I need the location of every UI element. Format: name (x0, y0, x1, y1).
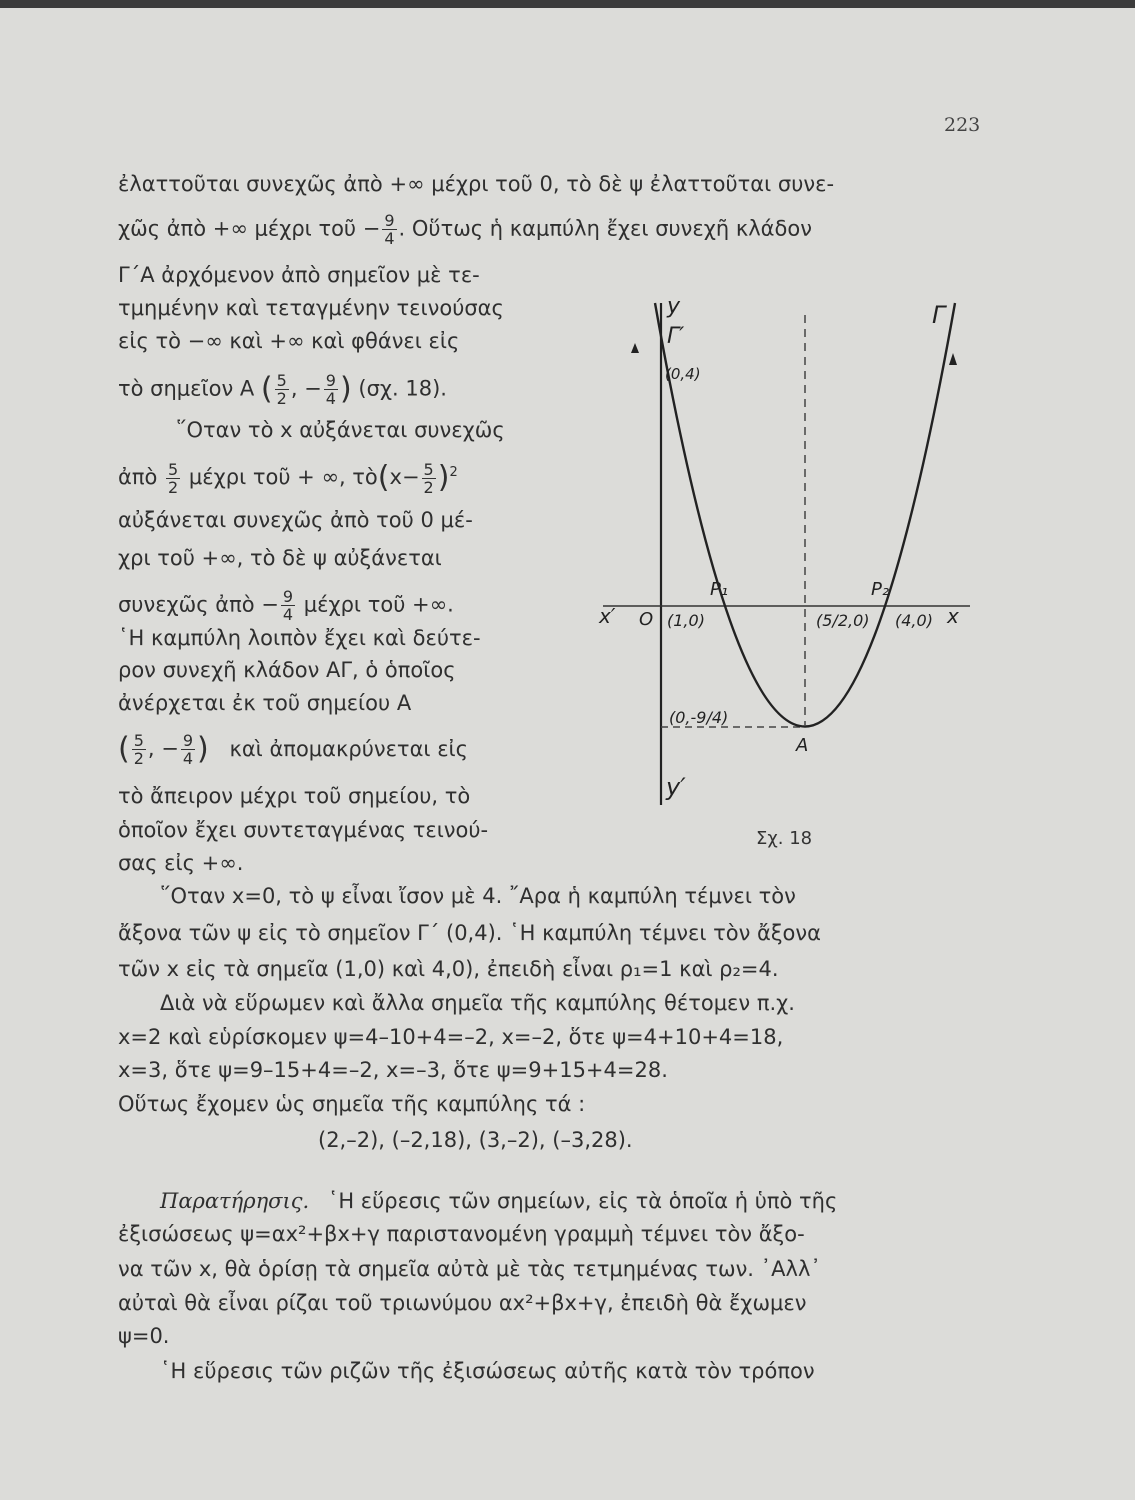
label-p2: P₂ (871, 579, 890, 600)
text-line-1: ἐλαττοῦται συνεχῶς ἀπὸ +∞ μέχρι τοῦ 0, τὸ δὲ ψ ἐλαττοῦται συνε- (118, 172, 835, 196)
text-line-9: αὐξάνεται συνεχῶς ἀπὸ τοῦ 0 μέ- (118, 508, 473, 532)
arrow-up-icon (949, 353, 957, 365)
text-line-25: Οὕτως ἔχομεν ὡς σημεῖα τῆς καμπύλης τά : (118, 1092, 586, 1116)
text-line-16: τὸ ἄπειρον μέχρι τοῦ σημείου, τὸ (118, 784, 471, 808)
text-line-18: σας εἰς +∞. (118, 851, 244, 875)
text-line-2: χῶς ἀπὸ +∞ μέχρι τοῦ − $\frac{9}{4}$ . Οὕτως ἡ καμπύλη ἔχει συνεχῆ κλάδον (118, 211, 812, 248)
label-point-vertex: (0,-9/4) (669, 708, 729, 727)
page-number: 223 (944, 114, 981, 136)
text-line-27: Παρατήρησις. ῾Η εὕρεσις τῶν σημείων, εἰς τὰ ὁποῖα ἡ ὑπὸ τῆς (160, 1189, 838, 1213)
label-point-0-4: (0,4) (665, 365, 701, 383)
label-origin: O (639, 609, 654, 630)
text-line-17: ὁποῖον ἔχει συντεταγμένας τεινού- (118, 818, 489, 842)
label-vertex-a: A (796, 735, 809, 756)
arrow-up-icon (631, 343, 639, 353)
text-line-22: Διὰ νὰ εὕρωμεν καὶ ἄλλα σημεῖα τῆς καμπύλης θέτομεν π.χ. (160, 991, 795, 1015)
text-line-6: τὸ σημεῖον Α ( $\frac{5}{2}$ , − $\frac{9}{4}$ ) (σχ. 18). (118, 371, 447, 408)
label-y-prime: y′ (666, 773, 686, 801)
text-line-30: αὐταὶ θὰ εἶναι ρίζαι τοῦ τριωνύμου αx²+βx+γ, ἐπειδὴ θὰ ἔχωμεν (118, 1291, 807, 1315)
text-line-32: ῾Η εὕρεσις τῶν ριζῶν τῆς ἐξισώσεως αὐτῆς κατὰ τὸν τρόπον (160, 1359, 815, 1383)
figure-caption: Σχ. 18 (756, 828, 813, 849)
text-line-11: συνεχῶς ἀπὸ − $\frac{9}{4}$ μέχρι τοῦ +∞. (118, 587, 454, 624)
text-line-10: χρι τοῦ +∞, τὸ δὲ ψ αὐξάνεται (118, 546, 442, 570)
label-y: y (667, 295, 681, 319)
text-line-28: ἐξισώσεως ψ=αx²+βx+γ παριστανομένη γραμμὴ τέμνει τὸν ἄξο- (118, 1222, 805, 1246)
text-line-3: Γ΄Α ἀρχόμενον ἀπὸ σημεῖον μὲ τε- (118, 263, 480, 287)
text-line-4: τμημένην καὶ τεταγμένην τεινούσας (118, 296, 504, 320)
text-line-13: ρον συνεχῆ κλάδον ΑΓ, ὁ ὁποῖος (118, 658, 456, 682)
text-line-14: ἀνέρχεται ἐκ τοῦ σημείου Α (118, 691, 412, 715)
label-x: x (947, 604, 959, 628)
label-point-5-2-0: (5/2,0) (816, 611, 870, 630)
text-line-31: ψ=0. (118, 1324, 170, 1348)
text-line-15: ( $\frac{5}{2}$ , − $\frac{9}{4}$ ) καὶ ἀπομακρύνεται εἰς (118, 731, 468, 768)
text-line-7: ῞Οταν τὸ x αὐξάνεται συνεχῶς (176, 418, 505, 442)
text-line-29: να τῶν x, θὰ ὁρίσῃ τὰ σημεῖα αὐτὰ μὲ τὰς τετμημένας των. ᾿Αλλ᾿ (118, 1257, 821, 1281)
label-gamma: Γ (932, 301, 946, 329)
scan-top-edge (0, 0, 1135, 8)
label-x-prime: x′ (599, 604, 616, 628)
text-line-23: x=2 καὶ εὑρίσκομεν ψ=4–10+4=–2, x=–2, ὅτε ψ=4+10+4=18, (118, 1025, 784, 1049)
remark-heading: Παρατήρησις. (160, 1189, 310, 1213)
text-line-19: ῞Οταν x=0, τὸ ψ εἶναι ἴσον μὲ 4. ῎Αρα ἡ καμπύλη τέμνει τὸν (160, 884, 796, 908)
label-point-1-0: (1,0) (667, 611, 705, 630)
text-line-26: (2,–2), (–2,18), (3,–2), (–3,28). (318, 1128, 633, 1152)
text-line-12: ῾Η καμπύλη λοιπὸν ἔχει καὶ δεύτε- (118, 626, 481, 650)
text-line-20: ἄξονα τῶν ψ εἰς τὸ σημεῖον Γ΄ (0,4). ῾Η καμπύλη τέμνει τὸν ἄξονα (118, 921, 821, 945)
text-line-5: εἰς τὸ −∞ καὶ +∞ καὶ φθάνει εἰς (118, 329, 460, 353)
label-point-4-0: (4,0) (895, 611, 933, 630)
label-gamma-prime: Γ′ (667, 324, 685, 349)
fraction-9-4: $\frac{9}{4}$ (384, 211, 395, 248)
parabola-figure (595, 295, 980, 815)
text-line-8: ἀπὸ $\frac{5}{2}$ μέχρι τοῦ + ∞, τὸ(x− $\frac{5}{2}$ )$^2$ (118, 459, 458, 497)
label-p1: P₁ (710, 579, 729, 600)
text-line-24: x=3, ὅτε ψ=9–15+4=–2, x=–3, ὅτε ψ=9+15+4=28. (118, 1058, 668, 1082)
text-line-21: τῶν x εἰς τὰ σημεῖα (1,0) καὶ 4,0), ἐπειδὴ εἶναι ρ₁=1 καὶ ρ₂=4. (118, 957, 779, 981)
